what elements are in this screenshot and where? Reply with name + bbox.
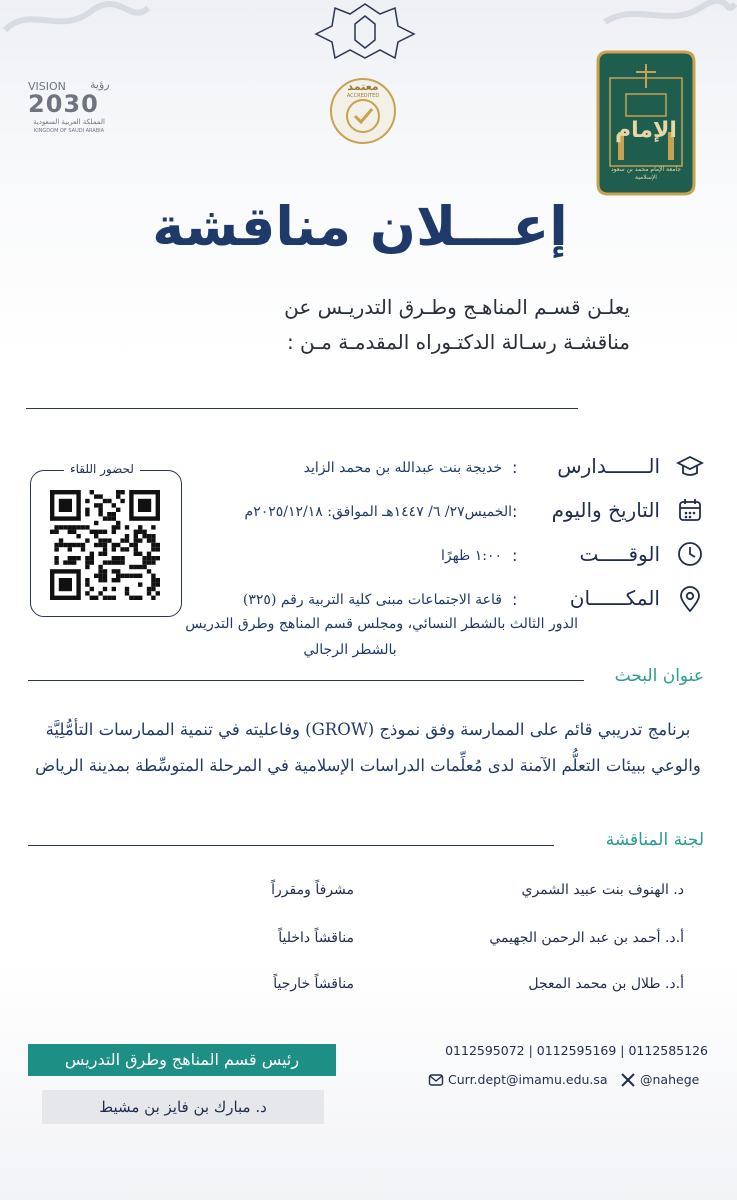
graduation-cap-icon: [676, 452, 704, 480]
qr-code-card[interactable]: [30, 470, 182, 617]
university-caption: جامعة الإمام محمد بن سعود الإسلامية: [611, 166, 681, 181]
email-icon: [428, 1072, 444, 1088]
accreditation-seal: [328, 76, 398, 146]
phone-numbers[interactable]: 0112595072 | 0112595169 | 0112585126: [445, 1043, 708, 1058]
accreditation-label-en: ACCREDITED: [346, 93, 380, 99]
place-line-2: الدور الثالث بالشطر النسائي، ومجلس قسم المناهج وطرق التدريس: [185, 616, 578, 632]
member-role-3: مناقشاً خارجياً: [273, 976, 354, 992]
divider: [28, 845, 554, 846]
vision-2030-logo: [24, 80, 134, 136]
calendar-icon: [676, 496, 704, 524]
accreditation-label-ar: معتمد: [347, 80, 379, 93]
vision-country-ar: المملكة العربية السعودية: [33, 118, 105, 126]
university-logo: [590, 48, 702, 198]
email-link[interactable]: Curr.dept@imamu.edu.sa: [448, 1072, 608, 1087]
place-line-3: بالشطر الرجالي: [303, 642, 397, 658]
qr-code[interactable]: [46, 488, 166, 600]
member-role-1: مشرفاً ومقرراً: [271, 882, 354, 898]
research-heading: عنوان البحث: [614, 666, 704, 686]
department-head-name: د. مبارك بن فايز بن مشيط: [42, 1090, 324, 1124]
colon: :: [512, 502, 518, 521]
research-title: [30, 712, 706, 784]
datetime-label: التاريخ واليوم: [551, 498, 660, 522]
time-value: ١:٠٠ ظهرًا: [441, 548, 502, 564]
place-label: المكــــــان: [569, 586, 660, 610]
member-name-3: أ.د. طلال بن محمد المعجل: [528, 976, 684, 992]
divider: [26, 408, 578, 409]
page-title: إعـــلان مناقشة: [152, 195, 568, 258]
vision-latin: VISION: [28, 80, 66, 93]
calligraphy-ornament-left: [0, 0, 150, 40]
university-wordmark: الإمام: [615, 118, 677, 143]
member-name-1: د. الهنوف بنت عبيد الشمري: [521, 882, 684, 898]
datetime-value: الخميس٢٧/ ٦/ ١٤٤٧هـ الموافق: ٢٠٢٥/١٢/١٨م: [244, 504, 512, 520]
researcher-name: خديجة بنت عبدالله بن محمد الزايد: [303, 460, 502, 476]
member-name-2: أ.د. أحمد بن عبد الرحمن الجهيمي: [489, 930, 684, 946]
clock-icon: [676, 540, 704, 568]
vision-arabic: رؤية: [90, 78, 110, 91]
calligraphy-ornament-right: [600, 0, 737, 30]
divider: [28, 680, 584, 681]
researcher-label: الـــــــدارس: [557, 454, 660, 478]
time-label: الوقـــــت: [579, 542, 660, 566]
colon: :: [512, 590, 518, 609]
x-twitter-icon: [620, 1072, 636, 1088]
research-title-line-2: والوعي ببيئات التعلُّم الآمنة لدى مُعلِّمات الدراسات الإسلامية في المرحلة المتوسِّطة بمدينة الرياض: [35, 756, 701, 775]
vision-country-en: KINGDOM OF SAUDI ARABIA: [33, 128, 105, 134]
top-ornament: [300, 0, 430, 60]
qr-caption: لحضور اللقاء: [64, 462, 140, 476]
intro-line-1: يعلـن قسـم المناهـج وطـرق التدريـس عن: [284, 295, 630, 319]
place-line-1: قاعة الاجتماعات مبنى كلية التربية رقم (٣٢٥): [242, 592, 502, 608]
research-title-line-1: برنامج تدريبي قائم على الممارسة وفق نموذج (GROW) وفاعليته في تنمية الممارسات التأمُّلِيَّة: [45, 720, 691, 739]
department-head-title: رئيس قسم المناهج وطرق التدريس: [28, 1044, 336, 1076]
location-pin-icon: [676, 586, 704, 614]
twitter-handle[interactable]: @nahege: [640, 1072, 700, 1087]
contacts-row: [426, 1070, 710, 1090]
colon: :: [512, 458, 518, 477]
intro-line-2: مناقشـة رسـالة الدكتـوراه المقدمـة مـن :: [286, 330, 630, 354]
colon: :: [512, 546, 518, 565]
committee-heading: لجنة المناقشة: [605, 830, 704, 850]
vision-year: 2030: [28, 90, 99, 118]
member-role-2: مناقشاً داخلياً: [278, 930, 354, 946]
